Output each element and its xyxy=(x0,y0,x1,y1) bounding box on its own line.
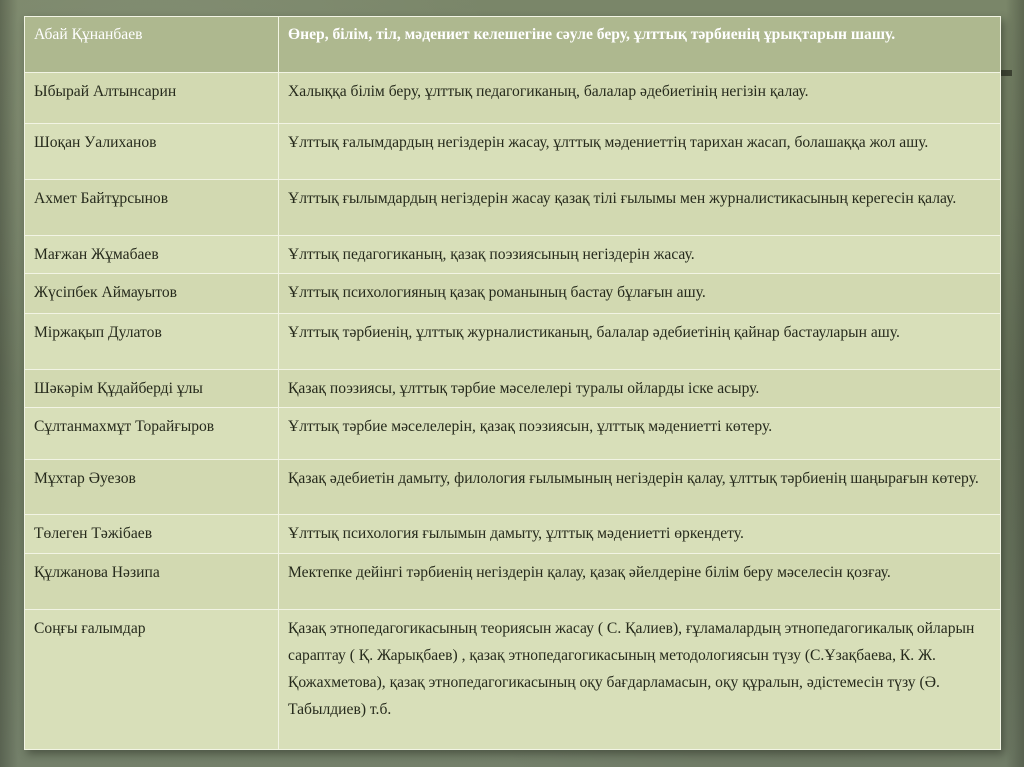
slide-edge-left xyxy=(0,0,18,767)
scholar-name-cell: Жүсіпбек Аймауытов xyxy=(25,274,279,314)
scholar-name-cell: Шәкәрім Құдайберді ұлы xyxy=(25,370,279,408)
contribution-cell: Ұлттық тәрбиенің, ұлттық журналистиканың, балалар әдебиетінің қайнар бастауларын ашу. xyxy=(279,314,1001,370)
contribution-cell: Ұлттық ғылымдардың негіздерін жасау қазақ тілі ғылымы мен журналистикасының керегесін қалау. xyxy=(279,180,1001,236)
table-row xyxy=(25,408,1001,460)
scholar-name-cell: Міржақып Дулатов xyxy=(25,314,279,370)
slide-edge-right xyxy=(1006,0,1024,767)
table-header-row xyxy=(25,17,1001,73)
table-row xyxy=(25,274,1001,314)
contribution-cell: Мектепке дейінгі тәрбиенің негіздерін қалау, қазақ әйелдеріне білім беру мәселесін қозғау. xyxy=(279,554,1001,610)
contribution-cell: Ұлттық психология ғылымын дамыту, ұлттық мәдениетті өркендету. xyxy=(279,515,1001,554)
scholar-name-cell: Мағжан Жұмабаев xyxy=(25,236,279,274)
scholar-name-cell: Ыбырай Алтынсарин xyxy=(25,73,279,124)
scholars-table xyxy=(24,16,1001,750)
contribution-cell: Қазақ әдебиетін дамыту, филология ғылымының негіздерін қалау, ұлттық тәрбиенің шаңырағын көтеру. xyxy=(279,460,1001,515)
header-contribution-cell: Өнер, білім, тіл, мәдениет келешегіне сәуле беру, ұлттық тәрбиенің ұрықтарын шашу. xyxy=(279,17,1001,73)
scholar-name-cell: Ахмет Байтұрсынов xyxy=(25,180,279,236)
table-row xyxy=(25,370,1001,408)
header-name-cell: Абай Құнанбаев xyxy=(25,17,279,73)
contribution-cell: Халыққа білім беру, ұлттық педагогиканың, балалар әдебиетінің негізін қалау. xyxy=(279,73,1001,124)
scholar-name-cell: Соңғы ғалымдар xyxy=(25,610,279,750)
scholar-name-cell: Мұхтар Әуезов xyxy=(25,460,279,515)
scholar-name-cell: Төлеген Тәжібаев xyxy=(25,515,279,554)
table-row xyxy=(25,610,1001,750)
table-row xyxy=(25,314,1001,370)
table-row xyxy=(25,554,1001,610)
table-row xyxy=(25,180,1001,236)
scholar-name-cell: Сұлтанмахмұт Торайғыров xyxy=(25,408,279,460)
contribution-cell: Қазақ поэзиясы, ұлттық тәрбие мәселелері туралы ойларды іске асыру. xyxy=(279,370,1001,408)
table-row xyxy=(25,73,1001,124)
table-row xyxy=(25,515,1001,554)
contribution-cell: Ұлттық педагогиканың, қазақ поэзиясының негіздерін жасау. xyxy=(279,236,1001,274)
table-row xyxy=(25,124,1001,180)
contribution-cell: Ұлттық психологияның қазақ романының бастау бұлағын ашу. xyxy=(279,274,1001,314)
contribution-cell: Қазақ этнопедагогикасының теориясын жасау ( С. Қалиев), ғұламалардың этнопедагогикалық ойларын сараптау ( Қ. Жарықбаев) , қазақ этнопедагогикасының методологиясын түзу (С.Ұзақбаева, К. Ж. Қожахметова), қазақ этнопедагогикасының оқу бағдарламасын, оқу құралын, әдістемесін түзу (Ә. Табылдиев) т.б. xyxy=(279,610,1001,750)
table-row xyxy=(25,460,1001,515)
scholar-name-cell: Шоқан Уалиханов xyxy=(25,124,279,180)
table-row xyxy=(25,236,1001,274)
scholar-name-cell: Құлжанова Нәзипа xyxy=(25,554,279,610)
contribution-cell: Ұлттық ғалымдардың негіздерін жасау, ұлттық мәдениеттің тарихан жасап, болашаққа жол ашу. xyxy=(279,124,1001,180)
contribution-cell: Ұлттық тәрбие мәселелерін, қазақ поэзиясын, ұлттық мәдениетті көтеру. xyxy=(279,408,1001,460)
